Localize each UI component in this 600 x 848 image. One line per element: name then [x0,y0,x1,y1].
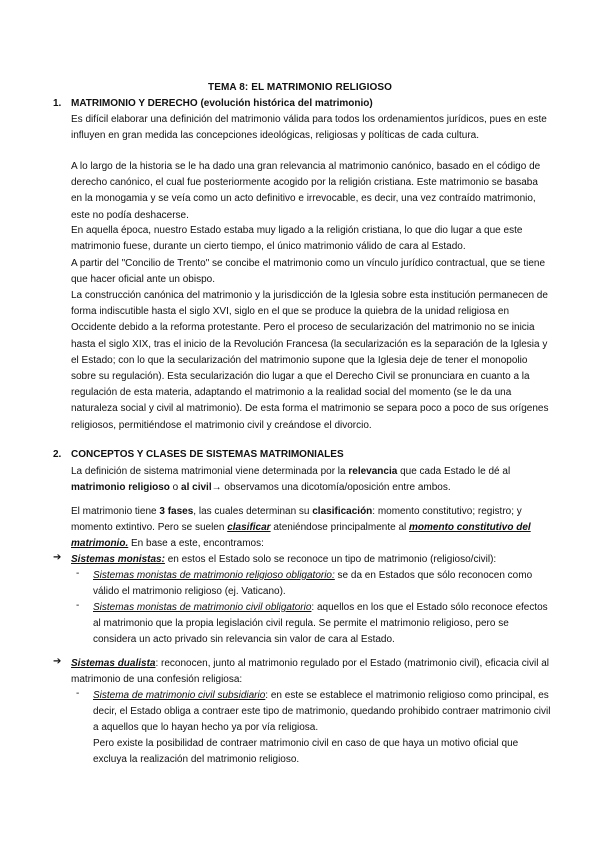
emphasis-run: Sistemas monistas de matrimonio religioso obligatorio: [93,570,335,581]
emphasis-run: Sistemas monistas de matrimonio civil obligatorio [93,602,312,613]
dash-bullet-icon: - [76,600,80,611]
section-1-paragraph-2: A lo largo de la historia se le ha dado una gran relevancia al matrimonio canónico, basado en el código de derecho canónico, el cual fue posteriormente acogido por la religión cristiana. Este matrimonio se basaba en la monogamia y se veía como un acto definitivo e irrevocable, es decir, una vez contraído matrimonio, este no podía deshacerse. [71,161,541,221]
section-1-paragraph-5: La construcción canónica del matrimonio y la jurisdicción de la Iglesia sobre esta institución permanecen de forma indiscutible hasta el siglo XVI, siglo en el que se produce la quiebra de la unidad religiosa en Occidente debido a la reforma protestante. Pero el proceso de secularización del matrimonio no se inicia hasta el siglo XIX, tras el inicio de la Revolución Francesa (la secularización es la separación de la Iglesia y el Estado; con lo que la secularización del matrimonio supone que la Iglesia deje de tener el monopolio sobre su regulación). Esta secularización dio lugar a que el Derecho Civil se pronunciara en cuanto a la regulación de esta materia, adaptando el matrimonio a la realidad social del momento (se le da una naturaleza social y civil al matrimonio). De esta forma el matrimonio se separa poco a poco de sus orígenes religiosos, permitiéndose el matrimonio civil y creándose el divorcio. [71,290,549,431]
emphasis-run: Sistema de matrimonio civil subsidiario [93,690,266,701]
bold-run: al civil [181,482,212,494]
text-run: o [169,482,182,494]
section-2-paragraph-1 [71,464,549,496]
sub-item-civil-subsidiario-note: Pero existe la posibilidad de contraer matrimonio civil en caso de que haya un motivo oficial que excluya la realización del matrimonio religioso. [93,738,519,765]
section-1-paragraph-4: A partir del "Concilio de Trento" se concibe el matrimonio como un vínculo jurídico contractual, que se tiene que hacer oficial ante un obispo. [71,258,546,286]
bold-run: clasificación [312,506,373,517]
section-1-number: 1. [53,98,62,109]
arrow-bullet-icon: ➔ [53,552,62,563]
bold-run: matrimonio religioso [71,482,170,494]
emphasis-run: Sistemas dualista [71,658,156,669]
bold-run: relevancia [348,466,398,477]
sub-item-monista-civil [93,600,551,647]
emphasis-run: Sistemas monistas: [71,554,165,565]
section-1-paragraph-3: En aquella época, nuestro Estado estaba muy ligado a la religión cristiana, lo que dio lugar a que este matrimonio fuese, durante un cierto tiempo, el único matrimonio válido de cara al Estado. [71,225,523,253]
dash-bullet-icon: - [76,688,80,699]
emphasis-run: clasificar [227,522,271,534]
section-2-heading: CONCEPTOS Y CLASES DE SISTEMAS MATRIMONIALES [71,449,344,460]
text-run: En base a este, encontramos: [128,538,264,550]
text-run: : momento constitutivo; registro; y momento extintivo. Pero se suelen [71,506,522,534]
text-run: ateniéndose principalmente al [270,522,410,534]
document-title: TEMA 8: EL MATRIMONIO RELIGIOSO [207,82,393,93]
sub-item-monista-religioso [93,568,551,600]
section-2-number: 2. [53,449,62,460]
bullet-sistemas-dualista [71,656,549,688]
text-run: : en este se establece el matrimonio religioso como principal, es decir, el Estado obliga a contraer este tipo de matrimonio, quedando prohibido contraer matrimonio civil a aquellos que lo hayan hecho ya por vía religiosa. [93,690,551,733]
text-run: → observamos una dicotomía/oposición entre ambos. [211,482,451,494]
dash-bullet-icon: - [76,568,80,579]
section-1-paragraph-1: Es difícil elaborar una definición del matrimonio válida para todos los ordenamientos jurídicos, pues en este influyen en gran medida las concepciones ideológicas, religiosas y políticas de cada cultura. [71,114,547,142]
text-run: que cada Estado le dé al [397,466,511,477]
section-2-paragraph-2 [71,504,549,553]
emphasis-run: momento constitutivo del matrimonio. [71,522,531,550]
text-run: , las cuales determinan su [193,506,313,517]
text-run: se da en Estados que sólo reconocen como válido el matrimonio religioso (ej. Vaticano). [93,570,533,597]
text-run: : aquellos en los que el Estado sólo reconoce efectos al matrimonio que la propia legislación civil regula. Se permite el matrimonio religioso, pero se considera un acto privado sin relevancia sin valor de cara al Estado. [93,602,548,645]
arrow-bullet-icon: ➔ [53,656,62,667]
bold-run: 3 fases [159,506,194,517]
sub-item-civil-subsidiario [93,688,551,735]
text-run: La definición de sistema matrimonial viene determinada por la [71,466,349,477]
text-run: : reconocen, junto al matrimonio regulado por el Estado (matrimonio civil), eficacia civil al matrimonio de una confesión religiosa: [71,658,549,685]
bullet-sistemas-monistas [71,552,549,568]
text-run: El matrimonio tiene [71,506,160,517]
text-run: en estos el Estado solo se reconoce un tipo de matrimonio (religioso/civil): [164,554,497,565]
section-1-heading: MATRIMONIO Y DERECHO (evolución histórica del matrimonio) [71,98,373,109]
